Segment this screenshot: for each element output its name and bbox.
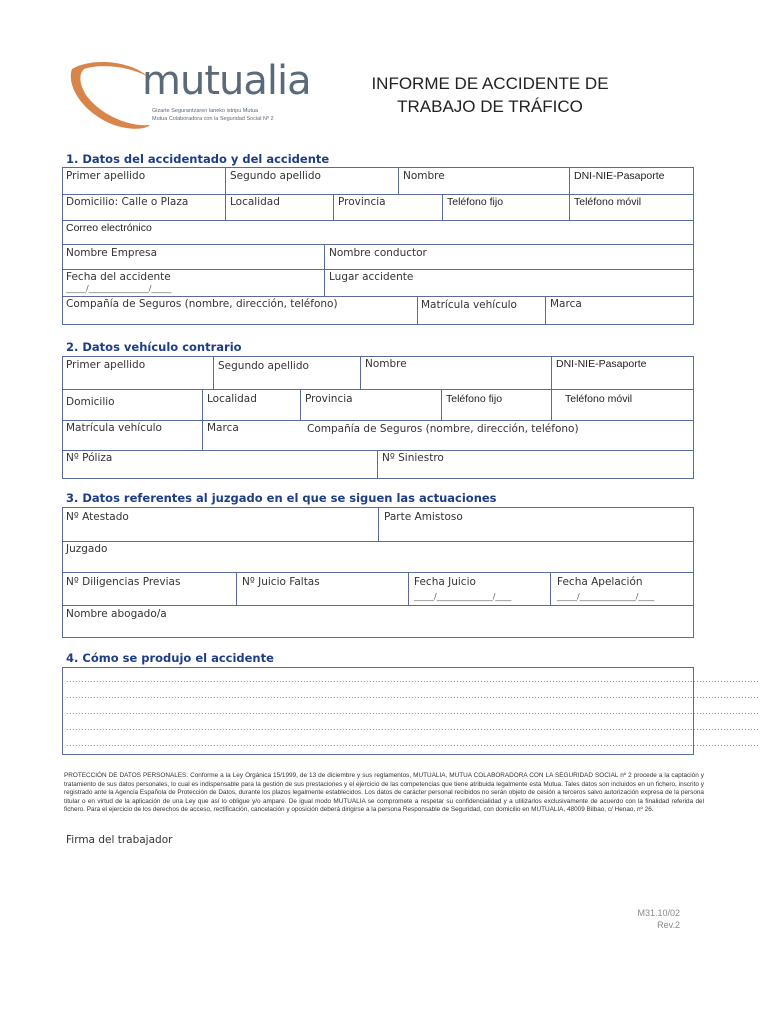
row-divider (62, 389, 694, 390)
col-divider (360, 356, 361, 389)
s3-fecha-apelacion-blank[interactable]: _____/______________/____ (557, 592, 655, 601)
form-revision: Rev.2 (657, 920, 680, 930)
s3-juicio-faltas-label: Nº Juicio Faltas (242, 576, 320, 588)
s2-segundo-apellido-label: Segundo apellido (218, 360, 309, 372)
s2-telefono-movil-label: Teléfono móvil (565, 393, 633, 405)
col-divider (441, 389, 442, 420)
s1-fecha-accidente-blank[interactable]: _____/_______________/_____ (66, 284, 172, 293)
s3-atestado-label: Nº Atestado (66, 511, 129, 523)
s1-correo-label: Correo electrónico (66, 222, 152, 234)
s2-matricula-label: Matrícula vehículo (66, 422, 162, 434)
col-divider (378, 507, 379, 541)
row-divider (62, 605, 694, 606)
logo-swoosh-icon (62, 55, 152, 135)
s2-localidad-label: Localidad (207, 393, 257, 405)
section3-title: 3. Datos referentes al juzgado en el que se siguen las actuaciones (66, 491, 497, 505)
logo-tagline: Gizarte Segurantzaren laneko istripu Mutua Mutua Colaboradora con la Seguridad Social Nº 2 (152, 108, 274, 122)
s1-provincia-label: Provincia (338, 196, 386, 208)
s1-lugar-accidente-label: Lugar accidente (329, 271, 414, 283)
description-line[interactable]: ....................................................................................................................................................................................................................................... (66, 738, 760, 748)
s2-poliza-label: Nº Póliza (66, 452, 113, 464)
s2-nombre-label: Nombre (365, 358, 407, 370)
s1-marca-label: Marca (550, 298, 582, 310)
col-divider (398, 167, 399, 194)
row-divider (62, 420, 694, 421)
s1-nombre-empresa-label: Nombre Empresa (66, 247, 158, 259)
s2-domicilio-label: Domicilio (66, 396, 115, 408)
mutualia-logo (62, 55, 311, 135)
s2-dni-label: DNI-NIE-Pasaporte (556, 358, 647, 370)
s2-telefono-fijo-label: Teléfono fijo (446, 393, 503, 405)
s3-fecha-apelacion-label: Fecha Apelación (557, 576, 643, 588)
s3-juzgado-label: Juzgado (66, 543, 108, 555)
row-divider (62, 450, 694, 451)
row-divider (62, 541, 694, 542)
col-divider (550, 572, 551, 605)
col-divider (333, 194, 334, 220)
s1-compania-label: Compañía de Seguros (nombre, dirección, teléfono) (66, 298, 338, 310)
s2-provincia-label: Provincia (305, 393, 353, 405)
s1-matricula-label: Matrícula vehículo (421, 299, 517, 311)
form-code: M31.10/02 (637, 908, 680, 918)
s2-marca-label: Marca (207, 422, 239, 434)
form-reference (637, 907, 680, 931)
row-divider (62, 220, 694, 221)
section2-table (62, 356, 694, 479)
description-line[interactable]: ....................................................................................................................................................................................................................................... (66, 722, 760, 732)
row-divider (62, 269, 694, 270)
s2-siniestro-label: Nº Siniestro (382, 452, 444, 464)
section2-title: 2. Datos vehículo contrario (66, 340, 242, 354)
s1-fecha-accidente-label: Fecha del accidente (66, 271, 171, 283)
s3-abogado-label: Nombre abogado/a (66, 608, 167, 620)
col-divider (324, 244, 325, 296)
document-title (355, 72, 625, 118)
col-divider (225, 167, 226, 220)
s2-compania-label: Compañía de Seguros (nombre, dirección, teléfono) (307, 423, 579, 435)
logo-wordmark: mutualia (142, 58, 311, 104)
section1-title: 1. Datos del accidentado y del accidente (66, 152, 330, 166)
s3-parte-amistoso-label: Parte Amistoso (384, 511, 463, 523)
s1-telefono-fijo-label: Teléfono fijo (447, 196, 504, 208)
col-divider (442, 194, 443, 220)
row-divider (62, 296, 694, 297)
col-divider (213, 356, 214, 389)
col-divider (569, 167, 570, 220)
col-divider (236, 572, 237, 605)
title-line-2: TRABAJO DE TRÁFICO (397, 97, 583, 116)
col-divider (545, 296, 546, 325)
col-divider (551, 356, 552, 420)
col-divider (300, 389, 301, 420)
signature-label: Firma del trabajador (66, 834, 173, 846)
s1-nombre-label: Nombre (403, 170, 445, 182)
description-line[interactable]: ....................................................................................................................................................................................................................................... (66, 674, 760, 684)
s1-localidad-label: Localidad (230, 196, 280, 208)
description-line[interactable]: ....................................................................................................................................................................................................................................... (66, 706, 760, 716)
s1-primer-apellido-label: Primer apellido (66, 170, 146, 182)
col-divider (202, 389, 203, 450)
row-divider (62, 194, 694, 195)
col-divider (417, 296, 418, 325)
col-divider (377, 450, 378, 479)
data-protection-notice: PROTECCIÓN DE DATOS PERSONALES: Conforme a la Ley Orgánica 15/1999, de 13 de diciembre y sus reglamentos, MUTUALIA, MUTUA COLABORADORA CON LA SEGURIDAD SOCIAL nº 2 procede a la captación y tratamiento de sus datos personales, lo cual es indispensable para la gestión de sus prestaciones y el ejercicio de las competencias que tiene atribuida legalmente esta Mutua. Tales datos son incluidos en un fichero, inscrito y registrado ante la Agencia Española de Protección de Datos, durante los plazos legalmente establecidos. Los datos de carácter personal recibidos no serán objeto de cesión a terceros salvo autorización expresa de la persona titular o en virtud de la aplicación de una Ley que así lo obligue y/o ampare. De igual modo MUTUALIA se compromete a respetar su confidencialidad y a utilizarlos exclusivamente de acuerdo con la finalidad referida del fichero. Para el ejercicio de los derechos de acceso, rectificación, cancelación y oposición deberá dirigirse a la persona Responsable de Seguridad, con domicilio en MUTUALIA, 48009 Bilbao, c/ Henao, nº 26. (64, 772, 704, 814)
s3-fecha-juicio-blank[interactable]: _____/______________/____ (414, 592, 512, 601)
s1-domicilio-label: Domicilio: Calle o Plaza (66, 196, 189, 208)
s3-fecha-juicio-label: Fecha Juicio (414, 576, 476, 588)
description-line[interactable]: ....................................................................................................................................................................................................................................... (66, 690, 760, 700)
s1-telefono-movil-label: Teléfono móvil (574, 196, 642, 208)
s3-diligencias-label: Nº Diligencias Previas (66, 576, 181, 588)
section4-title: 4. Cómo se produjo el accidente (66, 651, 274, 665)
s1-segundo-apellido-label: Segundo apellido (230, 170, 321, 182)
row-divider (62, 244, 694, 245)
s2-primer-apellido-label: Primer apellido (66, 359, 146, 371)
s1-dni-label: DNI-NIE-Pasaporte (574, 170, 665, 182)
col-divider (408, 572, 409, 605)
row-divider (62, 572, 694, 573)
s1-nombre-conductor-label: Nombre conductor (329, 247, 427, 259)
title-line-1: INFORME DE ACCIDENTE DE (371, 74, 609, 93)
